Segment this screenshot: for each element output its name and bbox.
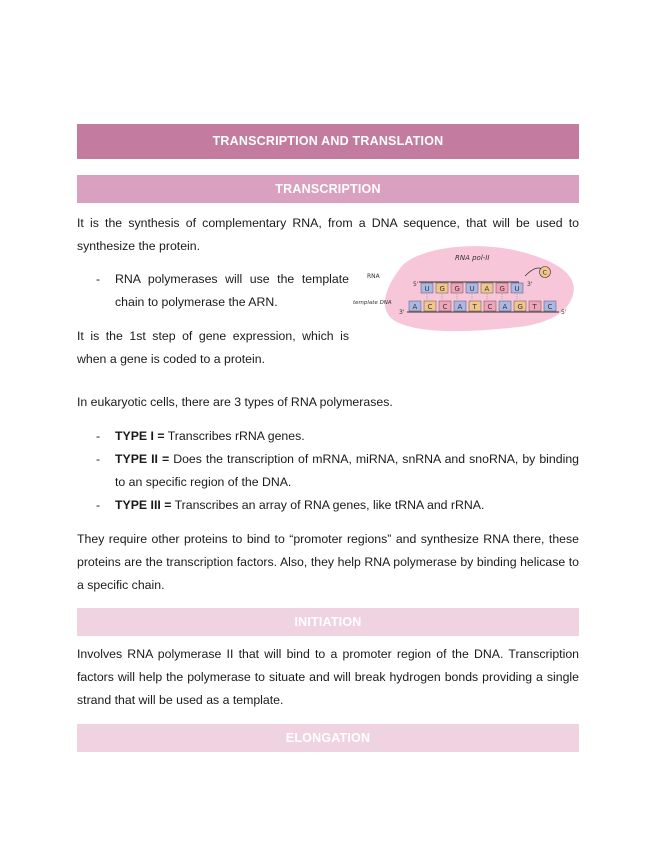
dna-5-prime: 5' xyxy=(561,309,567,316)
enzyme-label: RNA pol-II xyxy=(455,254,490,262)
main-title-bar xyxy=(77,124,579,159)
type-1-label: TYPE I = xyxy=(115,429,165,443)
initiation-heading-bar xyxy=(77,608,579,636)
dna-base-letter-10: C xyxy=(547,303,553,311)
dna-base-letter-3: C xyxy=(442,303,448,311)
rna-strand-label: RNA xyxy=(367,273,380,280)
type-3-item xyxy=(77,494,579,517)
document-page xyxy=(77,124,579,752)
rna-base-letter-2: G xyxy=(439,285,445,293)
elongation-heading: ELONGATION xyxy=(285,731,371,745)
transcription-heading: TRANSCRIPTION xyxy=(275,182,381,196)
dna-base-letter-9: T xyxy=(532,303,537,311)
type-3-label: TYPE III = xyxy=(115,498,172,512)
rna-base-letter-7: U xyxy=(514,285,520,293)
type-2-text: Does the transcription of mRNA, miRNA, snRNA and snoRNA, by binding to an specific region of the DNA. xyxy=(115,452,580,489)
type-2-label: TYPE II = xyxy=(115,452,170,466)
type-3-text: Transcribes an array of RNA genes, like tRNA and rRNA. xyxy=(171,498,485,512)
free-nucleotide-label: C xyxy=(542,268,548,277)
transcription-factors-text: They require other proteins to bind to “promoter regions” and synthesize RNA there, these proteins are the transcription factors. Also, they help RNA polymerase by binding helicase to a specific chain. xyxy=(77,532,579,592)
type-1-text: Transcribes rRNA genes. xyxy=(164,429,305,443)
dna-base-letter-7: A xyxy=(502,303,508,311)
rna-3-prime: 3' xyxy=(527,281,533,288)
dna-base-letter-8: G xyxy=(517,303,523,311)
rna-transcription-illustration xyxy=(353,242,579,342)
dna-base-letter-1: A xyxy=(412,303,418,311)
rna-base-letter-3: G xyxy=(454,285,460,293)
elongation-heading-bar xyxy=(77,724,579,752)
rna-5-prime: 5' xyxy=(413,281,419,288)
dna-base-letter-2: C xyxy=(427,303,433,311)
polymerase-bullet: - RNA polymerases will use the template chain to polymerase the ARN. xyxy=(77,268,349,314)
dna-3-prime: 3' xyxy=(399,309,405,316)
rna-base-letter-4: U xyxy=(469,285,475,293)
dna-base-letter-5: T xyxy=(472,303,477,311)
polymerase-types-list xyxy=(77,425,579,517)
type-2-item xyxy=(77,448,579,494)
initiation-text: Involves RNA polymerase II that will bind to a promoter region of the DNA. Transcription factors will help the polymerase to situate and will break hydrogen bonds providing a single strand that will be used as a template. xyxy=(77,647,579,707)
rna-base-letter-1: U xyxy=(424,285,430,293)
dna-base-letter-6: C xyxy=(487,303,493,311)
first-step-text: It is the 1st step of gene expression, which is when a gene is coded to a protein. xyxy=(77,329,349,366)
transcription-heading-bar xyxy=(77,175,579,203)
rna-base-letter-5: A xyxy=(484,285,490,293)
main-title: TRANSCRIPTION AND TRANSLATION xyxy=(212,134,444,148)
transcription-intro: It is the synthesis of complementary RNA, from a DNA sequence, that will be used to synthesize the protein. xyxy=(77,216,579,253)
eukaryotic-text: In eukaryotic cells, there are 3 types of RNA polymerases. xyxy=(77,395,393,409)
polymerase-bullet-list xyxy=(77,268,349,314)
type-1-item xyxy=(77,425,579,448)
dna-base-letter-4: A xyxy=(457,303,463,311)
initiation-heading: INITIATION xyxy=(294,615,362,629)
split-text xyxy=(77,268,349,371)
template-dna-label: template DNA xyxy=(353,300,392,306)
transcription-split xyxy=(77,254,579,380)
rna-bases xyxy=(421,283,523,293)
rna-base-letter-6: G xyxy=(499,285,505,293)
